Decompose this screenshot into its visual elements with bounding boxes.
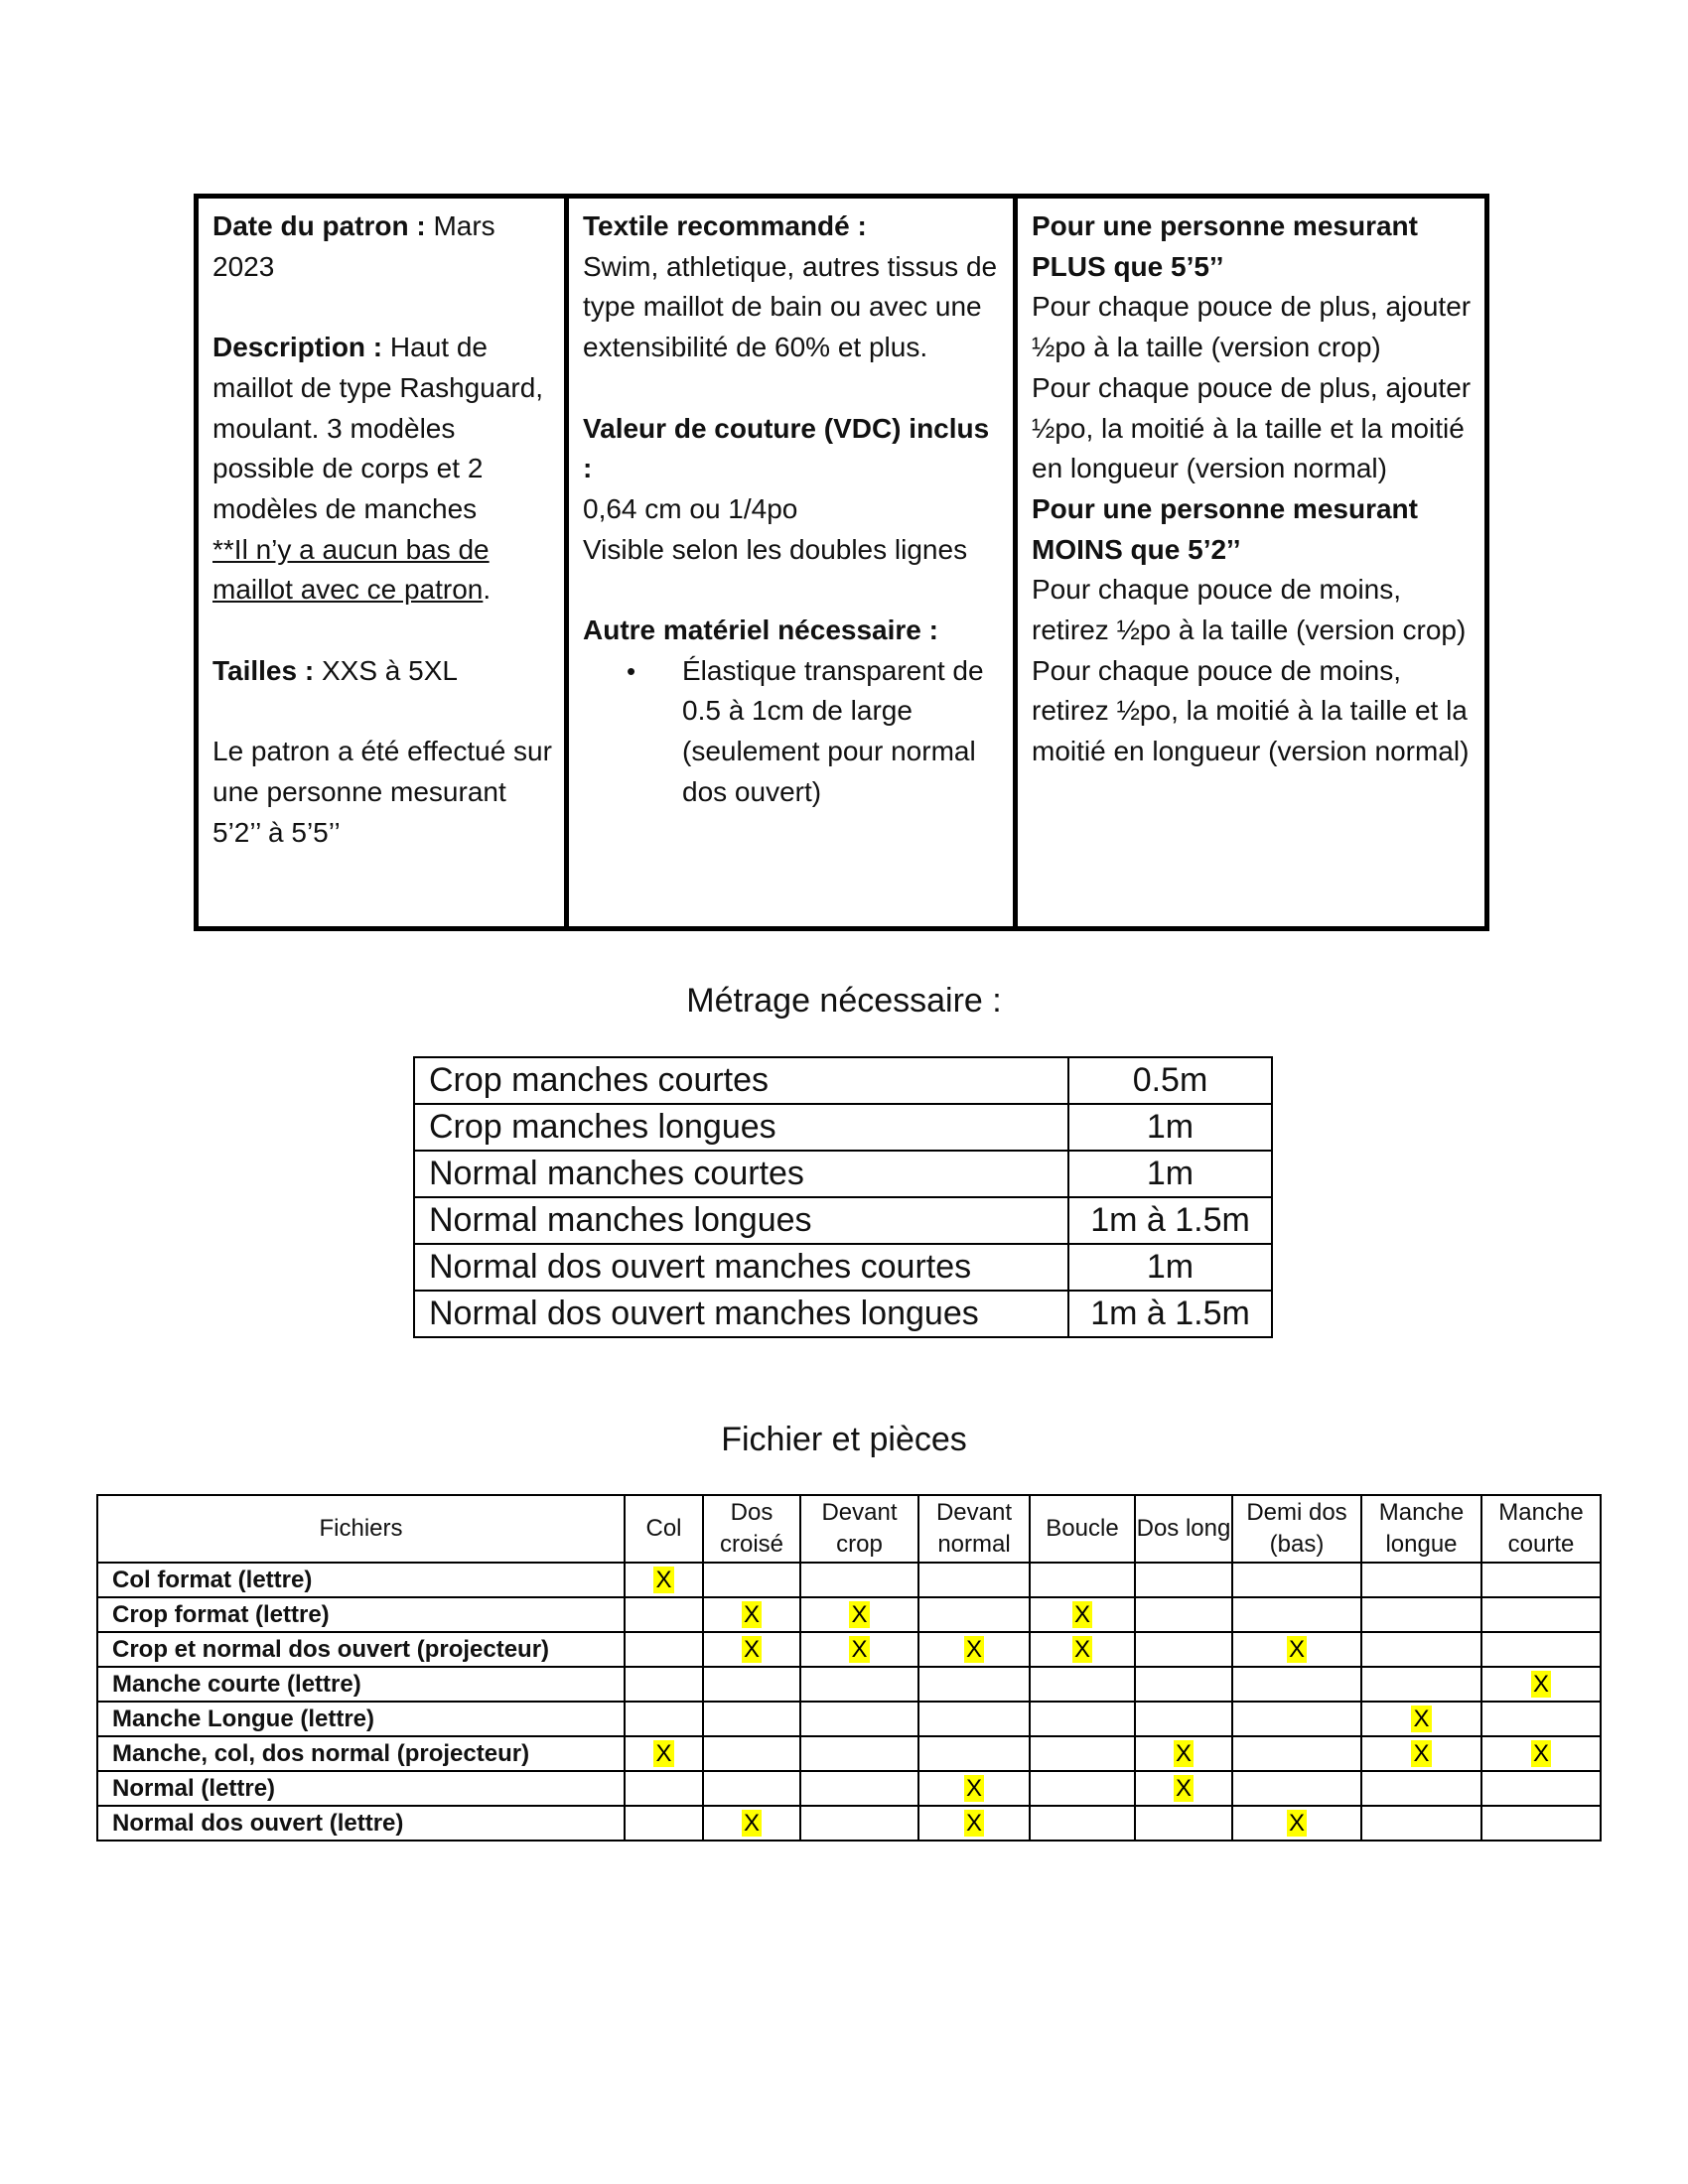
piece-cell (1481, 1736, 1601, 1771)
date-value: Mars 2023 (212, 210, 495, 282)
piece-cell (1030, 1806, 1135, 1841)
piece-cell (1361, 1563, 1481, 1597)
piece-cell (1481, 1771, 1601, 1806)
piece-cell (703, 1702, 800, 1736)
piece-cell (1361, 1771, 1481, 1806)
piece-cell (1030, 1597, 1135, 1632)
table-row (414, 1291, 1272, 1337)
piece-cell (1361, 1806, 1481, 1841)
piece-cell (1481, 1806, 1601, 1841)
pattern-description (212, 328, 552, 530)
piece-cell (1232, 1632, 1361, 1667)
piece-cell (800, 1806, 918, 1841)
piece-cell (1481, 1632, 1601, 1667)
piece-cell (1135, 1736, 1232, 1771)
piece-cell (918, 1667, 1030, 1702)
piece-cell (1232, 1771, 1361, 1806)
table-row (97, 1597, 1601, 1632)
metrage-label: Crop manches longues (414, 1104, 1068, 1151)
piece-cell (703, 1736, 800, 1771)
file-name: Normal dos ouvert (lettre) (97, 1806, 625, 1841)
metrage-value: 1m (1068, 1151, 1272, 1197)
seam-allowance-visibility: Visible selon les doubles lignes (583, 533, 968, 565)
file-name: Col format (lettre) (97, 1563, 625, 1597)
included-mark: X (1288, 1636, 1305, 1663)
column-header: Manche courte (1481, 1495, 1601, 1563)
piece-cell (703, 1771, 800, 1806)
column-header: Col (625, 1495, 703, 1563)
piece-cell (625, 1632, 703, 1667)
piece-cell (918, 1632, 1030, 1667)
piece-cell (800, 1667, 918, 1702)
included-mark: X (1073, 1601, 1090, 1628)
piece-cell (1481, 1597, 1601, 1632)
piece-cell (1030, 1667, 1135, 1702)
piece-cell (800, 1736, 918, 1771)
metrage-value: 1m à 1.5m (1068, 1197, 1272, 1244)
included-mark: X (1413, 1706, 1430, 1732)
included-mark: X (851, 1636, 868, 1663)
piece-cell (1361, 1597, 1481, 1632)
piece-cell (1135, 1632, 1232, 1667)
seam-allowance-value: 0,64 cm ou 1/4po (583, 492, 798, 524)
piece-cell (625, 1702, 703, 1736)
metrage-value: 1m (1068, 1104, 1272, 1151)
table-row (97, 1736, 1601, 1771)
table-row (414, 1244, 1272, 1291)
piece-cell (1135, 1702, 1232, 1736)
included-mark: X (965, 1775, 982, 1802)
description-label: Description : (212, 332, 383, 363)
textile-value: Swim, athletique, autres tissus de type maillot de bain ou avec une extensibilité de 60% et plus. (583, 250, 998, 363)
metrage-value: 1m (1068, 1244, 1272, 1291)
piece-cell (1030, 1736, 1135, 1771)
metrage-title: Métrage nécessaire : (686, 982, 1002, 1020)
piece-cell (1232, 1667, 1361, 1702)
piece-cell (1030, 1632, 1135, 1667)
included-mark: X (1413, 1740, 1430, 1767)
piece-cell (800, 1632, 918, 1667)
piece-cell (1361, 1702, 1481, 1736)
included-mark: X (1175, 1775, 1192, 1802)
piece-cell (918, 1806, 1030, 1841)
included-mark: X (965, 1810, 982, 1837)
piece-cell (703, 1632, 800, 1667)
shorter-normal-adjust: Pour chaque pouce de moins, retirez ½po, la moitié à la taille et la moitié en longueur (version normal) (1032, 654, 1470, 767)
included-mark: X (743, 1810, 760, 1837)
piece-cell (625, 1736, 703, 1771)
included-mark: X (1073, 1636, 1090, 1663)
table-row (97, 1771, 1601, 1806)
column-header: Demi dos (bas) (1232, 1495, 1361, 1563)
files-table (96, 1494, 1602, 1842)
included-mark: X (655, 1567, 672, 1593)
metrage-label: Crop manches courtes (414, 1057, 1068, 1104)
file-name: Normal (lettre) (97, 1771, 625, 1806)
included-mark: X (655, 1740, 672, 1767)
included-mark: X (743, 1636, 760, 1663)
piece-cell (625, 1771, 703, 1806)
pattern-date (212, 206, 552, 287)
metrage-value: 0.5m (1068, 1057, 1272, 1104)
files-title: Fichier et pièces (721, 1421, 967, 1458)
piece-cell (1232, 1806, 1361, 1841)
table-row (414, 1151, 1272, 1197)
pattern-info-table (194, 194, 1489, 931)
column-header: Dos long (1135, 1495, 1232, 1563)
date-label: Date du patron : (212, 210, 426, 241)
piece-cell (918, 1736, 1030, 1771)
column-header: Devant normal (918, 1495, 1030, 1563)
other-materials-list (583, 651, 1001, 813)
piece-cell (1481, 1563, 1601, 1597)
table-row (414, 1104, 1272, 1151)
metrage-label: Normal manches courtes (414, 1151, 1068, 1197)
column-header: Dos croisé (703, 1495, 800, 1563)
piece-cell (1030, 1702, 1135, 1736)
piece-cell (1481, 1702, 1601, 1736)
piece-cell (1135, 1806, 1232, 1841)
included-mark: X (1532, 1671, 1549, 1698)
note-text: **Il n’y a aucun bas de maillot avec ce patron (212, 533, 490, 606)
file-name: Crop et normal dos ouvert (projecteur) (97, 1632, 625, 1667)
textile-label: Textile recommandé : (583, 210, 867, 241)
piece-cell (1135, 1563, 1232, 1597)
column-header: Boucle (1030, 1495, 1135, 1563)
included-mark: X (1532, 1740, 1549, 1767)
column-header: Manche longue (1361, 1495, 1481, 1563)
file-name: Manche Longue (lettre) (97, 1702, 625, 1736)
table-row (414, 1057, 1272, 1104)
piece-cell (918, 1563, 1030, 1597)
note-end: . (483, 574, 492, 606)
taller-crop-adjust: Pour chaque pouce de plus, ajouter ½po à la taille (version crop) (1032, 291, 1472, 363)
piece-cell (918, 1771, 1030, 1806)
file-name: Crop format (lettre) (97, 1597, 625, 1632)
pattern-note (212, 530, 552, 611)
info-column-material (564, 199, 1013, 926)
piece-cell (1232, 1563, 1361, 1597)
piece-cell (1361, 1736, 1481, 1771)
metrage-label: Normal dos ouvert manches courtes (414, 1244, 1068, 1291)
piece-cell (918, 1702, 1030, 1736)
piece-cell (1232, 1597, 1361, 1632)
table-row (97, 1667, 1601, 1702)
piece-cell (703, 1667, 800, 1702)
shorter-crop-adjust: Pour chaque pouce de moins, retirez ½po à la taille (version crop) (1032, 574, 1467, 646)
pattern-sizes (212, 651, 552, 692)
included-mark: X (851, 1601, 868, 1628)
included-mark: X (1288, 1810, 1305, 1837)
metrage-value: 1m à 1.5m (1068, 1291, 1272, 1337)
metrage-table (413, 1056, 1273, 1338)
piece-cell (1361, 1667, 1481, 1702)
included-mark: X (743, 1601, 760, 1628)
piece-cell (703, 1597, 800, 1632)
piece-cell (918, 1597, 1030, 1632)
included-mark: X (1175, 1740, 1192, 1767)
included-mark: X (965, 1636, 982, 1663)
piece-cell (1135, 1667, 1232, 1702)
info-column-general (199, 199, 564, 926)
table-row (414, 1197, 1272, 1244)
piece-cell (1481, 1667, 1601, 1702)
piece-cell (1232, 1702, 1361, 1736)
piece-cell (1135, 1771, 1232, 1806)
description-value: Haut de maillot de type Rashguard, moulant. 3 modèles possible de corps et 2 modèles de manches (212, 332, 544, 524)
file-name: Manche, col, dos normal (projecteur) (97, 1736, 625, 1771)
piece-cell (625, 1597, 703, 1632)
piece-cell (1232, 1736, 1361, 1771)
piece-cell (1030, 1563, 1135, 1597)
file-name: Manche courte (lettre) (97, 1667, 625, 1702)
table-row (97, 1702, 1601, 1736)
other-materials-label: Autre matériel nécessaire : (583, 614, 938, 645)
sizes-value: XXS à 5XL (314, 654, 458, 686)
piece-cell (800, 1563, 918, 1597)
model-height-note: Le patron a été effectué sur une personne mesurant 5’2’’ à 5’5’’ (212, 736, 552, 848)
table-row (97, 1806, 1601, 1841)
piece-cell (625, 1563, 703, 1597)
piece-cell (1030, 1771, 1135, 1806)
piece-cell (625, 1667, 703, 1702)
piece-cell (800, 1702, 918, 1736)
piece-cell (703, 1563, 800, 1597)
sizes-label: Tailles : (212, 654, 315, 686)
shorter-label: Pour une personne mesurant MOINS que 5’2’’ (1032, 492, 1418, 565)
column-header: Devant crop (800, 1495, 918, 1563)
piece-cell (625, 1806, 703, 1841)
piece-cell (703, 1806, 800, 1841)
metrage-label: Normal dos ouvert manches longues (414, 1291, 1068, 1337)
piece-cell (1361, 1632, 1481, 1667)
piece-cell (800, 1597, 918, 1632)
column-header: Fichiers (97, 1495, 625, 1563)
piece-cell (1135, 1597, 1232, 1632)
table-row (97, 1563, 1601, 1597)
list-item: • Élastique transparent de 0.5 à 1cm de large (seulement pour normal dos ouvert) (682, 651, 1001, 813)
info-column-height-adjust (1013, 199, 1484, 926)
piece-cell (800, 1771, 918, 1806)
taller-normal-adjust: Pour chaque pouce de plus, ajouter ½po, la moitié à la taille et la moitié en longueur (version normal) (1032, 371, 1472, 484)
taller-label: Pour une personne mesurant PLUS que 5’5’’ (1032, 210, 1418, 282)
seam-allowance-label: Valeur de couture (VDC) inclus : (583, 412, 990, 484)
metrage-label: Normal manches longues (414, 1197, 1068, 1244)
table-row (97, 1632, 1601, 1667)
